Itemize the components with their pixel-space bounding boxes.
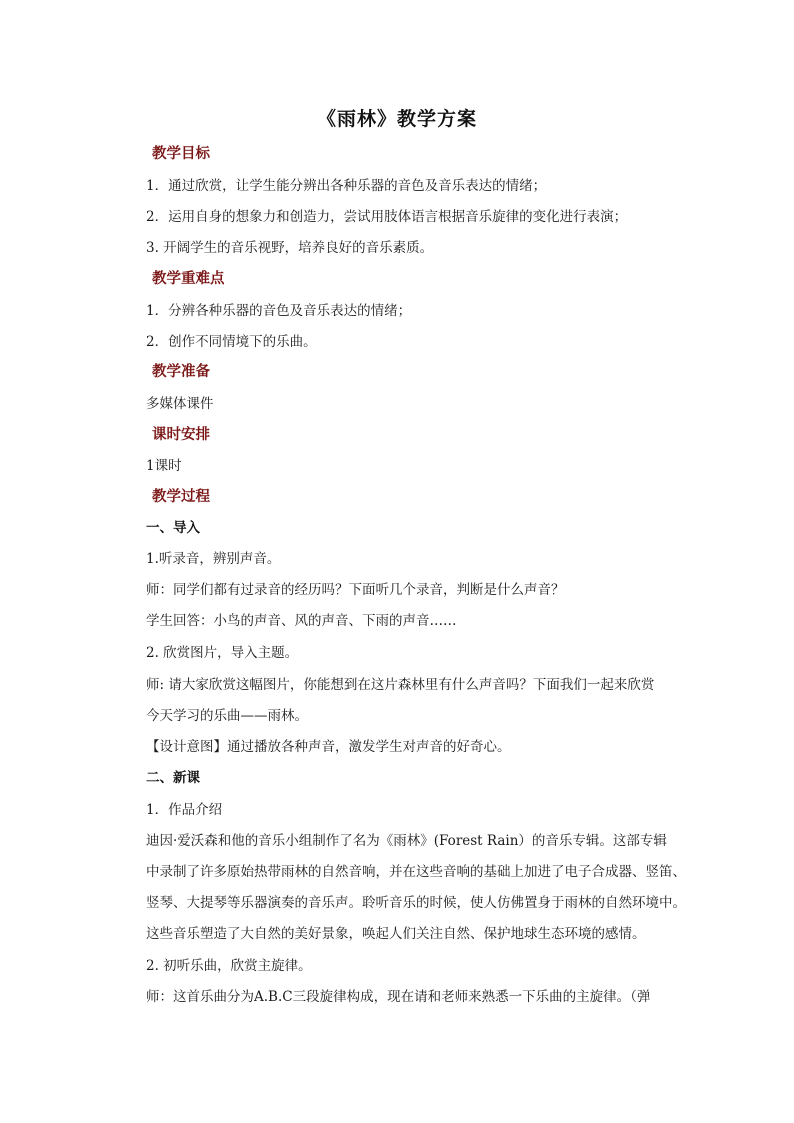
paragraph-line: 1．作品介绍 — [146, 802, 223, 818]
part-one-heading: 一、导入 — [146, 520, 200, 536]
preparation-text: 多媒体课件 — [146, 396, 214, 412]
paragraph-line: 2. 初听乐曲，欣赏主旋律。 — [146, 958, 312, 974]
part-two-heading: 二、新课 — [146, 770, 200, 786]
key-points-heading: 教学重难点 — [152, 270, 225, 287]
goal-item: 3. 开阔学生的音乐视野，培养良好的音乐素质。 — [146, 240, 434, 256]
key-point-item: 2．创作不同情境下的乐曲。 — [146, 334, 317, 350]
design-intent-line: 【设计意图】通过播放各种声音，激发学生对声音的好奇心。 — [146, 739, 511, 755]
paragraph-line: 学生回答：小鸟的声音、风的声音、下雨的声音…… — [146, 613, 457, 629]
paragraph-line: 竖琴、大提琴等乐器演奏的音乐声。聆听音乐的时候，使人仿佛置身于雨林的自然环境中。 — [146, 895, 686, 911]
paragraph-line: 师：同学们都有过录音的经历吗？下面听几个录音，判断是什么声音？ — [146, 582, 565, 598]
paragraph-line: 这些音乐塑造了大自然的美好景象，唤起人们关注自然、保护地球生态环境的感情。 — [146, 926, 646, 942]
goal-item: 1．通过欣赏，让学生能分辨出各种乐器的音色及音乐表达的情绪； — [146, 178, 547, 194]
key-point-item: 1．分辨各种乐器的音色及音乐表达的情绪； — [146, 303, 412, 319]
paragraph-line: 1.听录音，辨别声音。 — [146, 551, 281, 567]
paragraph-line: 迪因·爱沃森和他的音乐小组制作了名为《雨林》(Forest Rain）的音乐专辑。这部专辑 — [146, 833, 667, 849]
paragraph-line: 师：这首乐曲分为A.B.C三段旋律构成，现在请和老师来熟悉一下乐曲的主旋律。（弹 — [146, 989, 651, 1005]
paragraph-line: 中录制了许多原始热带雨林的自然音响，并在这些音响的基础上加进了电子合成器、竖笛、 — [146, 864, 686, 880]
process-heading: 教学过程 — [152, 488, 210, 505]
schedule-text: 1课时 — [146, 458, 182, 474]
schedule-heading: 课时安排 — [152, 426, 210, 443]
preparation-heading: 教学准备 — [152, 363, 210, 380]
paragraph-line: 师: 请大家欣赏这幅图片，你能想到在这片森林里有什么声音吗？下面我们一起来欣赏 — [146, 677, 655, 693]
paragraph-line: 2. 欣赏图片，导入主题。 — [146, 645, 299, 661]
goal-item: 2．运用自身的想象力和创造力，尝试用肢体语言根据音乐旋律的变化进行表演； — [146, 209, 628, 225]
document-title: 《雨林》教学方案 — [316, 108, 477, 130]
paragraph-line: 今天学习的乐曲——雨林。 — [146, 708, 308, 724]
goals-heading: 教学目标 — [152, 145, 210, 162]
